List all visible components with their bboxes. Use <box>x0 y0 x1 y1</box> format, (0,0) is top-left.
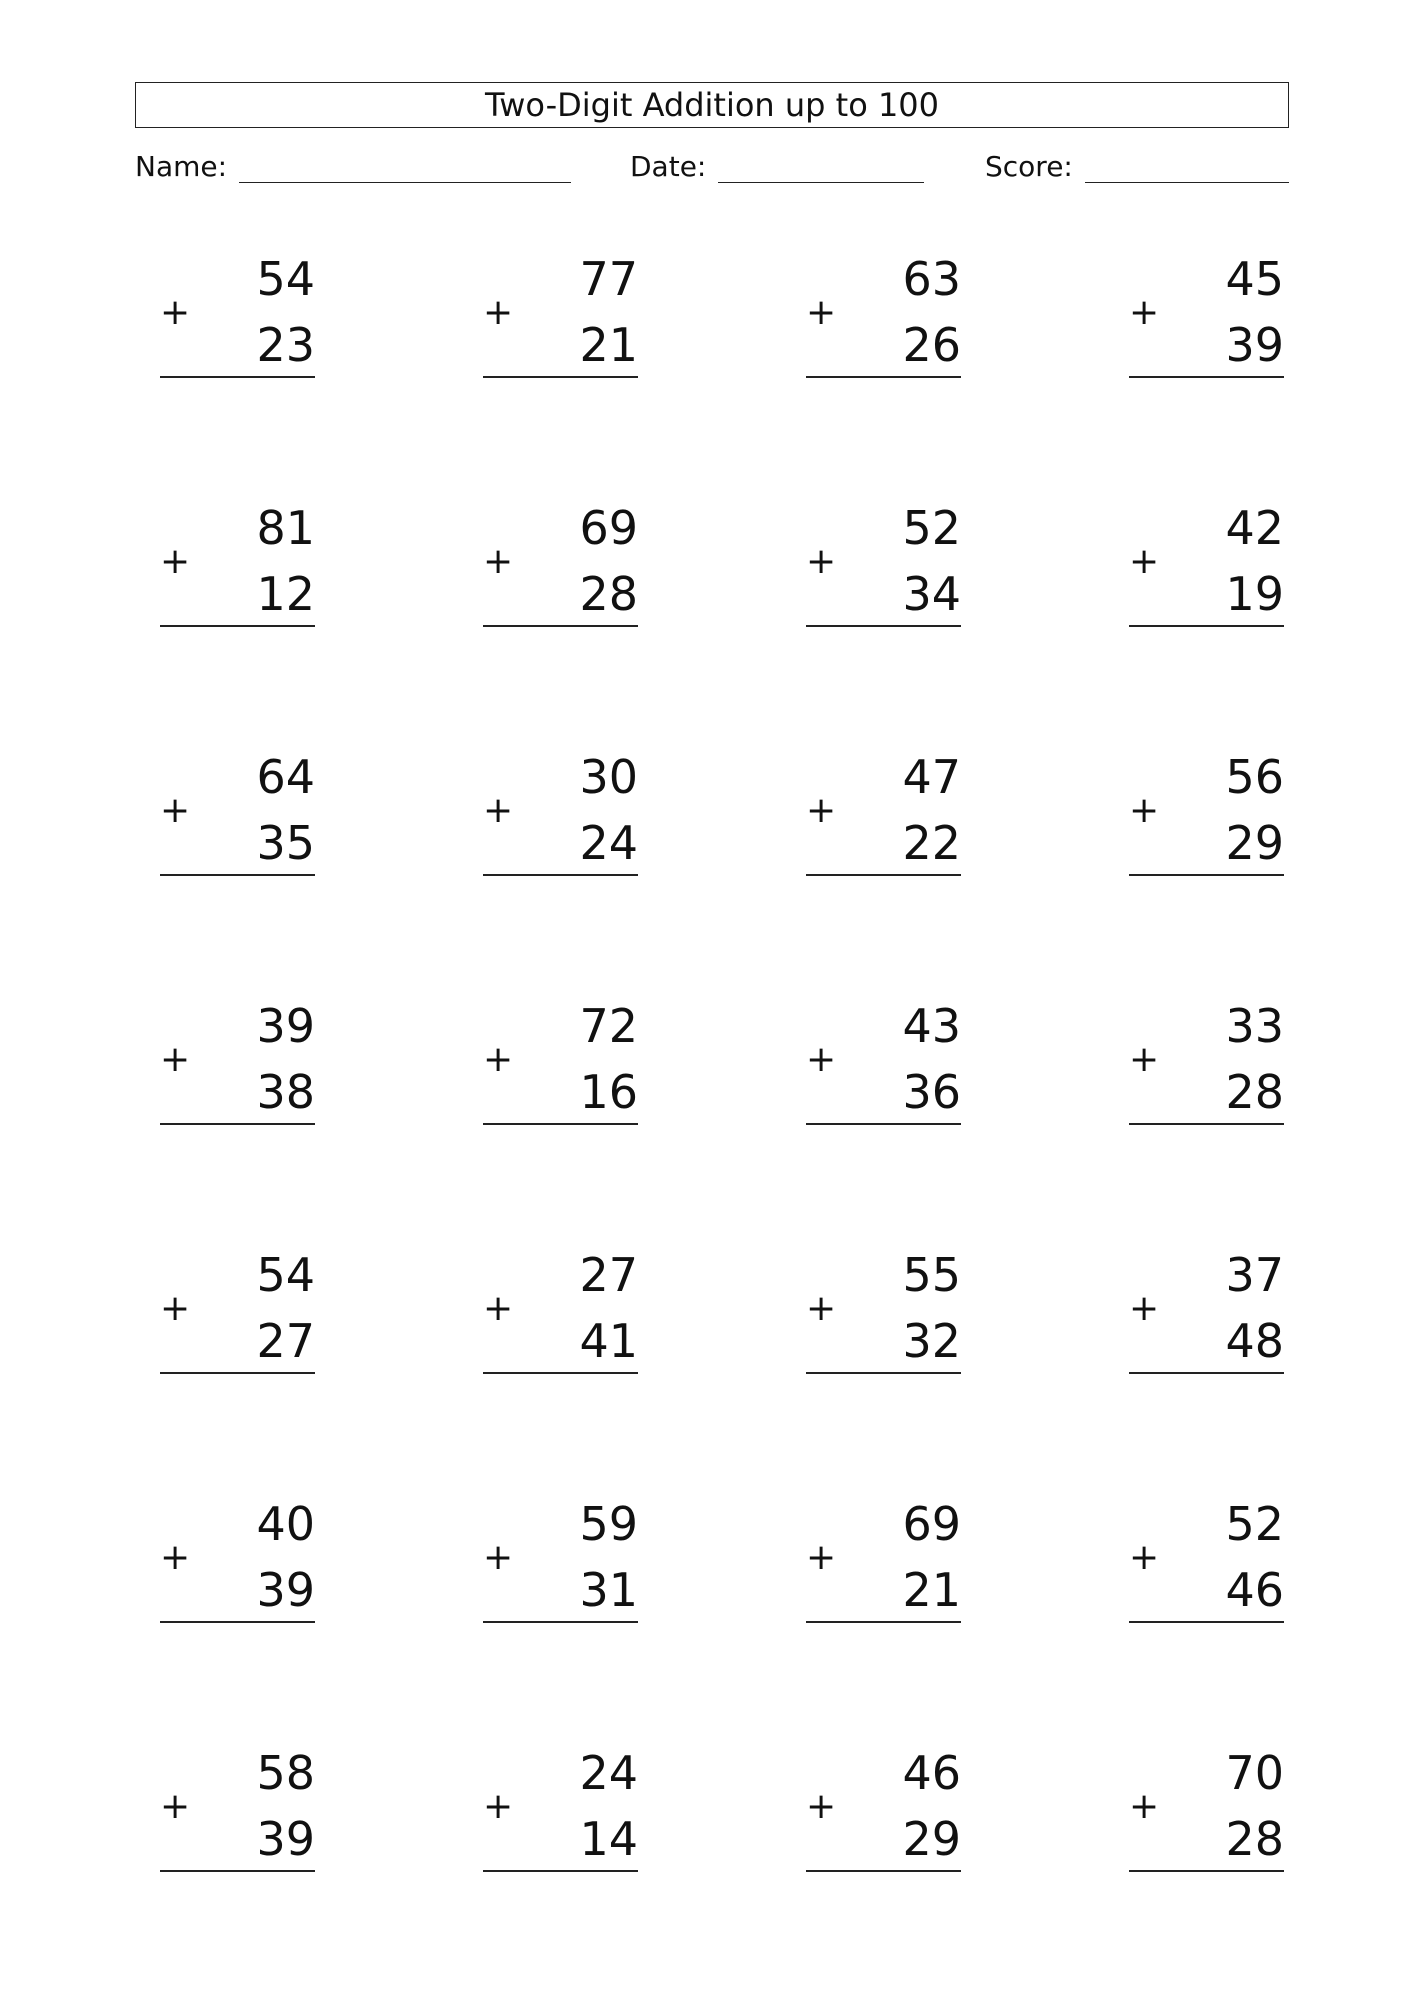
addend-bottom: 46 <box>1225 1563 1284 1617</box>
addend-top: 27 <box>579 1248 638 1302</box>
plus-sign: + <box>806 790 837 831</box>
addend-bottom: 26 <box>902 318 961 372</box>
addend-top: 70 <box>1225 1746 1284 1800</box>
addend-top: 30 <box>579 750 638 804</box>
addition-problem <box>1129 252 1284 386</box>
addition-problem <box>483 252 638 386</box>
plus-sign: + <box>806 292 837 333</box>
addend-bottom: 27 <box>256 1314 315 1368</box>
addend-bottom: 19 <box>1225 567 1284 621</box>
score-label: Score: <box>985 150 1073 183</box>
answer-line[interactable] <box>1129 1372 1284 1374</box>
answer-line[interactable] <box>806 874 961 876</box>
addend-bottom: 32 <box>902 1314 961 1368</box>
addend-top: 58 <box>256 1746 315 1800</box>
plus-sign: + <box>483 541 514 582</box>
plus-sign: + <box>160 1786 191 1827</box>
plus-sign: + <box>483 1288 514 1329</box>
addition-problem <box>806 1746 961 1880</box>
answer-line[interactable] <box>806 1123 961 1125</box>
plus-sign: + <box>483 790 514 831</box>
addend-top: 37 <box>1225 1248 1284 1302</box>
plus-sign: + <box>483 292 514 333</box>
answer-line[interactable] <box>1129 1870 1284 1872</box>
addition-problem <box>806 501 961 635</box>
plus-sign: + <box>160 1288 191 1329</box>
addend-bottom: 36 <box>902 1065 961 1119</box>
plus-sign: + <box>160 1537 191 1578</box>
addend-bottom: 39 <box>256 1812 315 1866</box>
addend-top: 72 <box>579 999 638 1053</box>
answer-line[interactable] <box>483 376 638 378</box>
addend-bottom: 23 <box>256 318 315 372</box>
addition-problem <box>160 999 315 1133</box>
addend-top: 63 <box>902 252 961 306</box>
addend-bottom: 31 <box>579 1563 638 1617</box>
addend-bottom: 29 <box>902 1812 961 1866</box>
addend-top: 52 <box>1225 1497 1284 1551</box>
addend-top: 47 <box>902 750 961 804</box>
plus-sign: + <box>1129 541 1160 582</box>
addition-problem <box>1129 750 1284 884</box>
answer-line[interactable] <box>160 1372 315 1374</box>
addition-problem <box>483 750 638 884</box>
addition-problem <box>160 1248 315 1382</box>
addition-problem <box>806 1248 961 1382</box>
plus-sign: + <box>1129 292 1160 333</box>
answer-line[interactable] <box>806 1372 961 1374</box>
addend-top: 24 <box>579 1746 638 1800</box>
addend-bottom: 12 <box>256 567 315 621</box>
addition-problem <box>483 1497 638 1631</box>
addend-bottom: 48 <box>1225 1314 1284 1368</box>
plus-sign: + <box>160 790 191 831</box>
worksheet-title: Two-Digit Addition up to 100 <box>135 82 1289 128</box>
addition-problem <box>160 501 315 635</box>
addend-bottom: 16 <box>579 1065 638 1119</box>
answer-line[interactable] <box>806 1870 961 1872</box>
answer-line[interactable] <box>1129 625 1284 627</box>
plus-sign: + <box>806 1537 837 1578</box>
addend-top: 54 <box>256 1248 315 1302</box>
addition-problem <box>483 501 638 635</box>
addend-top: 42 <box>1225 501 1284 555</box>
addend-top: 40 <box>256 1497 315 1551</box>
answer-line[interactable] <box>1129 376 1284 378</box>
answer-line[interactable] <box>806 625 961 627</box>
addition-problem <box>1129 999 1284 1133</box>
addition-problem <box>806 252 961 386</box>
plus-sign: + <box>1129 1039 1160 1080</box>
plus-sign: + <box>1129 1288 1160 1329</box>
addend-bottom: 39 <box>1225 318 1284 372</box>
answer-line[interactable] <box>1129 874 1284 876</box>
addend-top: 54 <box>256 252 315 306</box>
addend-bottom: 34 <box>902 567 961 621</box>
plus-sign: + <box>1129 790 1160 831</box>
addend-top: 64 <box>256 750 315 804</box>
addition-problem <box>1129 501 1284 635</box>
addend-top: 69 <box>579 501 638 555</box>
addend-bottom: 28 <box>1225 1812 1284 1866</box>
answer-line[interactable] <box>483 625 638 627</box>
addend-bottom: 24 <box>579 816 638 870</box>
answer-line[interactable] <box>806 376 961 378</box>
answer-line[interactable] <box>483 1621 638 1623</box>
answer-line[interactable] <box>806 1621 961 1623</box>
addend-top: 69 <box>902 1497 961 1551</box>
answer-line[interactable] <box>483 1123 638 1125</box>
addend-top: 46 <box>902 1746 961 1800</box>
addition-problem <box>1129 1248 1284 1382</box>
addend-bottom: 28 <box>1225 1065 1284 1119</box>
addend-bottom: 21 <box>579 318 638 372</box>
answer-line[interactable] <box>160 874 315 876</box>
addition-problem <box>483 1248 638 1382</box>
addition-problem <box>483 999 638 1133</box>
plus-sign: + <box>1129 1537 1160 1578</box>
answer-line[interactable] <box>160 1870 315 1872</box>
addend-top: 43 <box>902 999 961 1053</box>
plus-sign: + <box>806 541 837 582</box>
answer-line[interactable] <box>483 1870 638 1872</box>
plus-sign: + <box>483 1537 514 1578</box>
plus-sign: + <box>806 1288 837 1329</box>
plus-sign: + <box>160 1039 191 1080</box>
addend-bottom: 22 <box>902 816 961 870</box>
addend-bottom: 29 <box>1225 816 1284 870</box>
addition-problem <box>160 1497 315 1631</box>
plus-sign: + <box>806 1786 837 1827</box>
addend-top: 55 <box>902 1248 961 1302</box>
addend-bottom: 41 <box>579 1314 638 1368</box>
addition-problem <box>483 1746 638 1880</box>
plus-sign: + <box>160 292 191 333</box>
plus-sign: + <box>1129 1786 1160 1827</box>
answer-line[interactable] <box>160 376 315 378</box>
addend-bottom: 14 <box>579 1812 638 1866</box>
addend-top: 77 <box>579 252 638 306</box>
addition-problem <box>1129 1497 1284 1631</box>
answer-line[interactable] <box>1129 1621 1284 1623</box>
plus-sign: + <box>483 1786 514 1827</box>
answer-line[interactable] <box>483 874 638 876</box>
addend-top: 33 <box>1225 999 1284 1053</box>
addend-top: 59 <box>579 1497 638 1551</box>
plus-sign: + <box>483 1039 514 1080</box>
addition-problem <box>160 1746 315 1880</box>
addition-problem <box>806 750 961 884</box>
answer-line[interactable] <box>160 625 315 627</box>
addition-problem <box>160 252 315 386</box>
addend-top: 81 <box>256 501 315 555</box>
addend-top: 52 <box>902 501 961 555</box>
addend-bottom: 28 <box>579 567 638 621</box>
answer-line[interactable] <box>483 1372 638 1374</box>
addition-problem <box>806 999 961 1133</box>
answer-line[interactable] <box>1129 1123 1284 1125</box>
addend-bottom: 39 <box>256 1563 315 1617</box>
addend-top: 45 <box>1225 252 1284 306</box>
addend-top: 56 <box>1225 750 1284 804</box>
answer-line[interactable] <box>160 1621 315 1623</box>
addend-bottom: 35 <box>256 816 315 870</box>
answer-line[interactable] <box>160 1123 315 1125</box>
addend-top: 39 <box>256 999 315 1053</box>
addend-bottom: 21 <box>902 1563 961 1617</box>
date-label: Date: <box>630 150 707 183</box>
name-label: Name: <box>135 150 228 183</box>
plus-sign: + <box>806 1039 837 1080</box>
addend-bottom: 38 <box>256 1065 315 1119</box>
plus-sign: + <box>160 541 191 582</box>
addition-problem <box>806 1497 961 1631</box>
addition-problem <box>160 750 315 884</box>
addition-problem <box>1129 1746 1284 1880</box>
